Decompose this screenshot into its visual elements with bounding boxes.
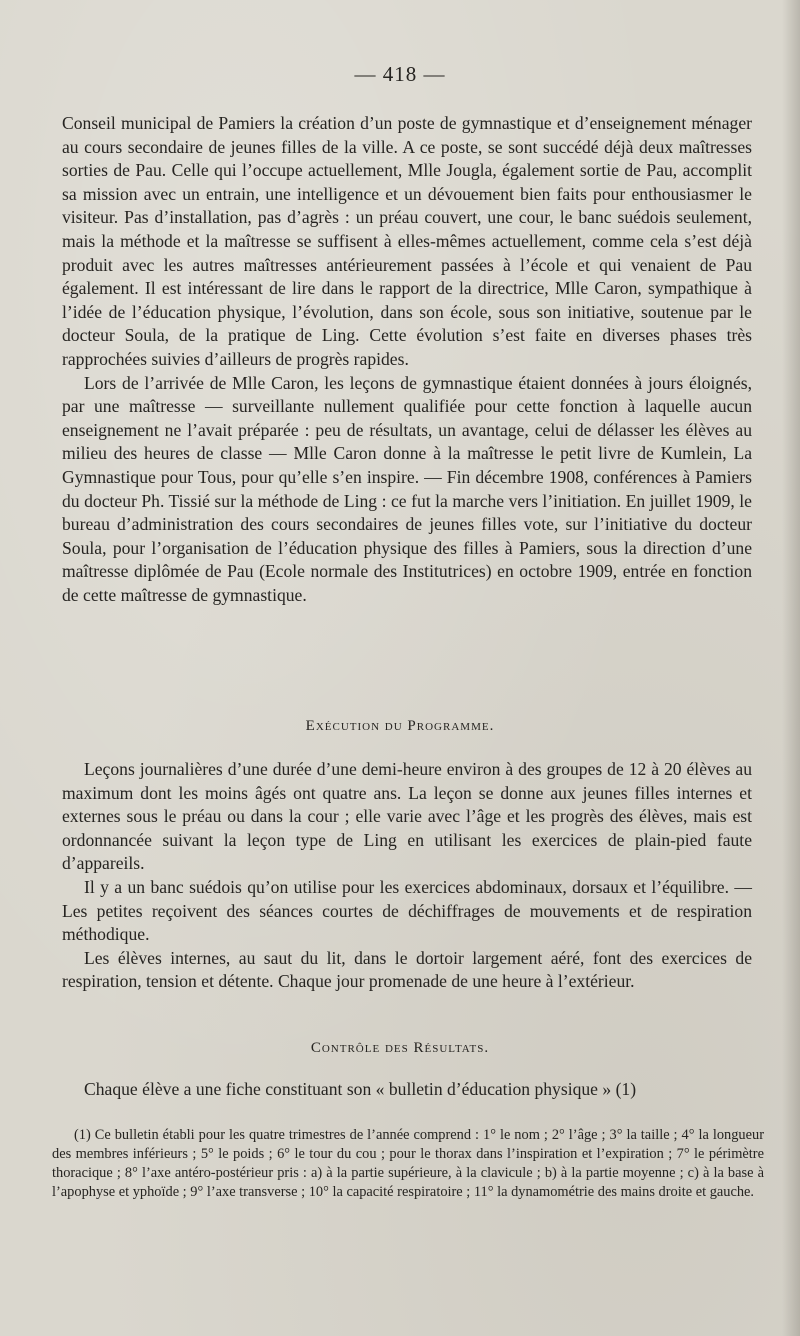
body-text-last [62, 1078, 752, 1102]
body-text-middle [62, 758, 752, 994]
section-heading-controle: Contrôle des Résultats. [310, 1040, 490, 1056]
body-text-top [62, 112, 752, 607]
paragraph-4: Il y a un banc suédois qu’on utilise pour les exercices abdominaux, dorsaux et l’équilibre. — Les petites reçoivent des séances courtes de déchiffrages de mouvements et de respiration méthodique. [62, 876, 752, 945]
paragraph-6: Chaque élève a une fiche constituant son « bulletin d’éducation physique » (1) [84, 1079, 637, 1099]
page-number: — 418 — [354, 62, 446, 86]
footnote-text: (1) Ce bulletin établi pour les quatre trimestres de l’année comprend : 1° le nom ; 2° l’âge ; 3° la taille ; 4° la longueur des membres inférieurs ; 5° le poids ; 6° le tour du cou ; pour le thorax dans l’inspiration et l’expiration ; 7° le périmètre thoracique ; 8° l’axe antéro-postérieur pris : a) à la partie supérieure, à la clavicule ; b) à la partie moyenne ; c) à la base à l’apophyse et yphoïde ; 9° l’axe transverse ; 10° la capacité respiratoire ; 11° la dynamométrie des mains droite et gauche. [52, 1127, 764, 1200]
section-heading-execution: Exécution du Programme. [305, 718, 495, 734]
page-edge-shadow [782, 0, 800, 1336]
footnote [52, 1126, 764, 1202]
paragraph-3: Leçons journalières d’une durée d’une demi-heure environ à des groupes de 12 à 20 élèves au maximum dont les moins âgés ont quatre ans. La leçon se donne aux jeunes filles internes et externes sous le préau ou dans la cour ; elle varie avec l’âge et les progrès des élèves, mais est ordonnancée suivant la leçon type de Ling en utilisant les exercices de plain-pied faute d’appareils. [62, 759, 752, 874]
paragraph-5: Les élèves internes, au saut du lit, dans le dortoir largement aéré, font des exercices de respiration, tension et détente. Chaque jour promenade de une heure à l’extérieur. [62, 947, 752, 992]
paragraph-2: Lors de l’arrivée de Mlle Caron, les leçons de gymnastique étaient données à jours éloignés, par une maîtresse — surveillante nullement qualifiée pour cette fonction à laquelle aucun enseignement ne l’avait préparée : peu de résultats, un avantage, celui de délasser les élèves au milieu des heures de classe — Mlle Caron donne à la maîtresse le petit livre de Kumlein, La Gymnastique pour Tous, pour qu’elle s’en inspire. — Fin décembre 1908, conférences à Pamiers du docteur Ph. Tissié sur la méthode de Ling : ce fut la marche vers l’initiation. En juillet 1909, le bureau d’administration des cours secondaires de jeunes filles vote, sur l’initiative du docteur Soula, pour l’organisation de l’éducation physique des filles à Pamiers, sous la direction d’une maîtresse diplômée de Pau (Ecole normale des Institutrices) en octobre 1909, entrée en fonction de cette maîtresse de gymnastique. [62, 372, 752, 605]
paragraph-1: Conseil municipal de Pamiers la création d’un poste de gymnastique et d’enseignement ménager au cours secondaire de jeunes filles de la ville. A ce poste, se sont succédé déjà deux maîtresses sorties de Pau. Celle qui l’occupe actuellement, Mlle Jougla, également sortie de Pau, accomplit sa mission avec un entrain, une intelligence et un dévouement bien faits pour enthousiasmer le visiteur. Pas d’installation, pas d’agrès : un préau couvert, une cour, le banc suédois seulement, mais la méthode et la maîtresse se suffisent à elles-mêmes actuellement, comme cela s’est déjà produit avec les autres maîtresses antérieurement passées à l’école et qui venaient de Pau également. Il est intéressant de lire dans le rapport de la directrice, Mlle Caron, sympathique à l’idée de l’éducation physique, l’évolution, dans son école, sous son initiative, soutenue par le docteur Soula, de la pratique de Ling. Cette évolution s’est faite en diverses phases très rapprochées suivies d’ailleurs de progrès rapides. [62, 113, 752, 369]
